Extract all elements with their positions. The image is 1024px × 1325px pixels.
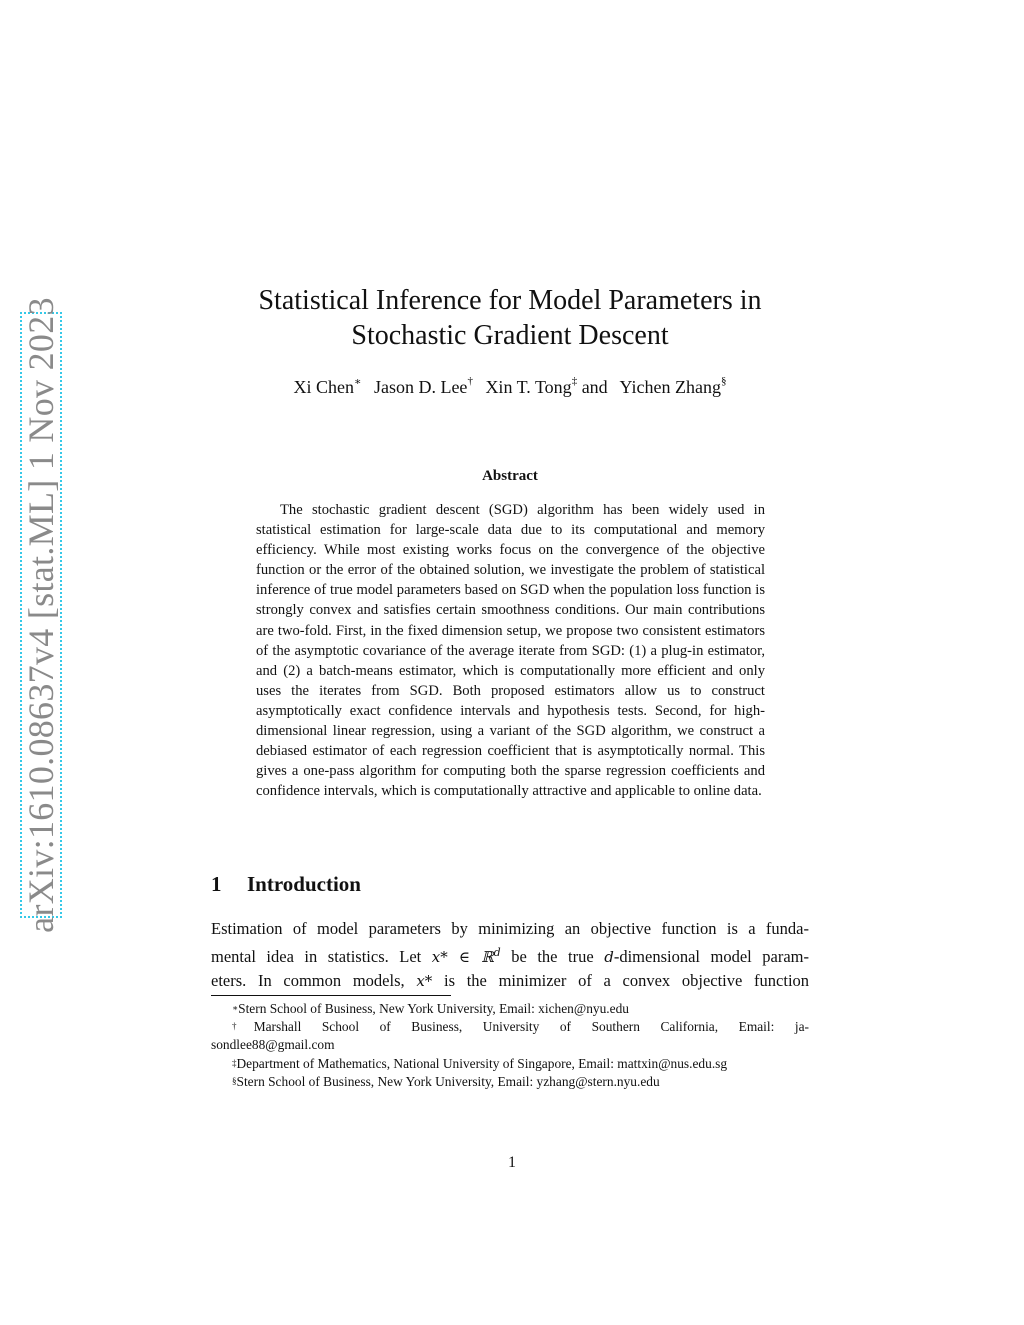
title-line-2: Stochastic Gradient Descent [351, 320, 669, 351]
math-expression: d [604, 947, 614, 966]
intro-line: Estimation of model parameters by minimizing an objective function is a funda- [211, 919, 809, 938]
authors-conjunction: and [581, 377, 608, 397]
intro-text: is the minimizer of a convex objective function [444, 971, 810, 990]
author-name: Jason D. Lee [373, 377, 468, 397]
arxiv-stamp[interactable] [20, 297, 62, 933]
footnote-text: Stern School of Business, New York University, Email: yzhang@stern.nyu.edu [236, 1073, 660, 1089]
footnote-text: Department of Mathematics, National University of Singapore, Email: mattxin@nus.edu.sg [236, 1055, 728, 1071]
intro-line [211, 941, 809, 970]
intro-text: be the true [511, 946, 594, 966]
footnote-mark: † [232, 1021, 254, 1032]
arxiv-identifier: arXiv:1610.08637v4 [stat.ML] 1 Nov 2023 [21, 297, 61, 933]
footnote-text: Marshall School of Business, University of Southern California, Email: ja- [253, 1019, 810, 1035]
abstract-body: The stochastic gradient descent (SGD) algorithm has been widely used in statistical estimation for large-scale data due to its computational and memory efficiency. While most existing works focus on the convergence of the objective function or the error of the obtained solution, we investigate the problem of statistical inference of true model parameters based on SGD when the population loss function is strongly convex and satisfies certain smoothness conditions. Our main contributions are two-fold. First, in the fixed dimension setup, we propose two consistent estimators of the asymptotic covariance of the average iterate from SGD: (1) a plug-in estimator, and (2) a batch-means estimator, which is computationally more efficient and only uses the iterates from SGD. Both proposed estimators allow us to construct asymptotically exact confidence intervals and hypothesis tests. Second, for high-dimensional linear regression, using a variant of the SGD algorithm, we construct a debiased estimator of each regression coefficient that is asymptotically normal. This gives a one-pass algorithm for computing both the sparse regression coefficients and confidence intervals, which is computationally attractive and applicable to online data. [256, 502, 765, 800]
title-line-1: Statistical Inference for Model Parameters in [258, 285, 762, 316]
section-number: 1 [211, 872, 222, 896]
author-footnote-mark[interactable]: ‡ [571, 375, 578, 387]
section-title: Introduction [247, 872, 361, 896]
footnote-text: Stern School of Business, New York University, Email: xichen@nyu.edu [238, 1001, 629, 1016]
footnote-mark: ∗ [232, 1003, 239, 1013]
intro-text: eters. In common models, [211, 971, 405, 990]
abstract-heading: Abstract [482, 468, 538, 484]
author-name: Yichen Zhang [619, 377, 722, 397]
footnotes [211, 1000, 809, 1091]
author-footnote-mark[interactable]: § [721, 375, 727, 387]
footnote [211, 1073, 809, 1091]
page-number: 1 [508, 1154, 516, 1171]
author-footnote-mark[interactable]: † [467, 375, 473, 387]
footnote-mark: § [232, 1075, 237, 1086]
author-name: Xi Chen [293, 377, 354, 397]
footnote-mark: ‡ [232, 1057, 237, 1068]
footnote [211, 1018, 809, 1036]
footnote-rule [211, 995, 451, 996]
intro-text: mental idea in statistics. Let [211, 946, 422, 966]
author-list [200, 377, 820, 398]
introduction-paragraph [211, 917, 809, 994]
paper-title [200, 283, 820, 353]
footnote [211, 1000, 809, 1018]
author-name: Xin T. Tong [485, 377, 572, 397]
author-footnote-mark[interactable]: ∗ [353, 376, 362, 388]
math-text: x* ∈ ℝ [431, 947, 494, 966]
intro-text: -dimensional model param- [613, 946, 809, 966]
footnote [211, 1055, 809, 1073]
math-expression: x* [416, 972, 433, 990]
intro-line [211, 969, 809, 994]
math-superscript: d [493, 945, 501, 959]
footnote-continuation: sondlee88@gmail.com [211, 1037, 335, 1053]
math-expression [431, 945, 501, 966]
section-heading [211, 872, 361, 897]
